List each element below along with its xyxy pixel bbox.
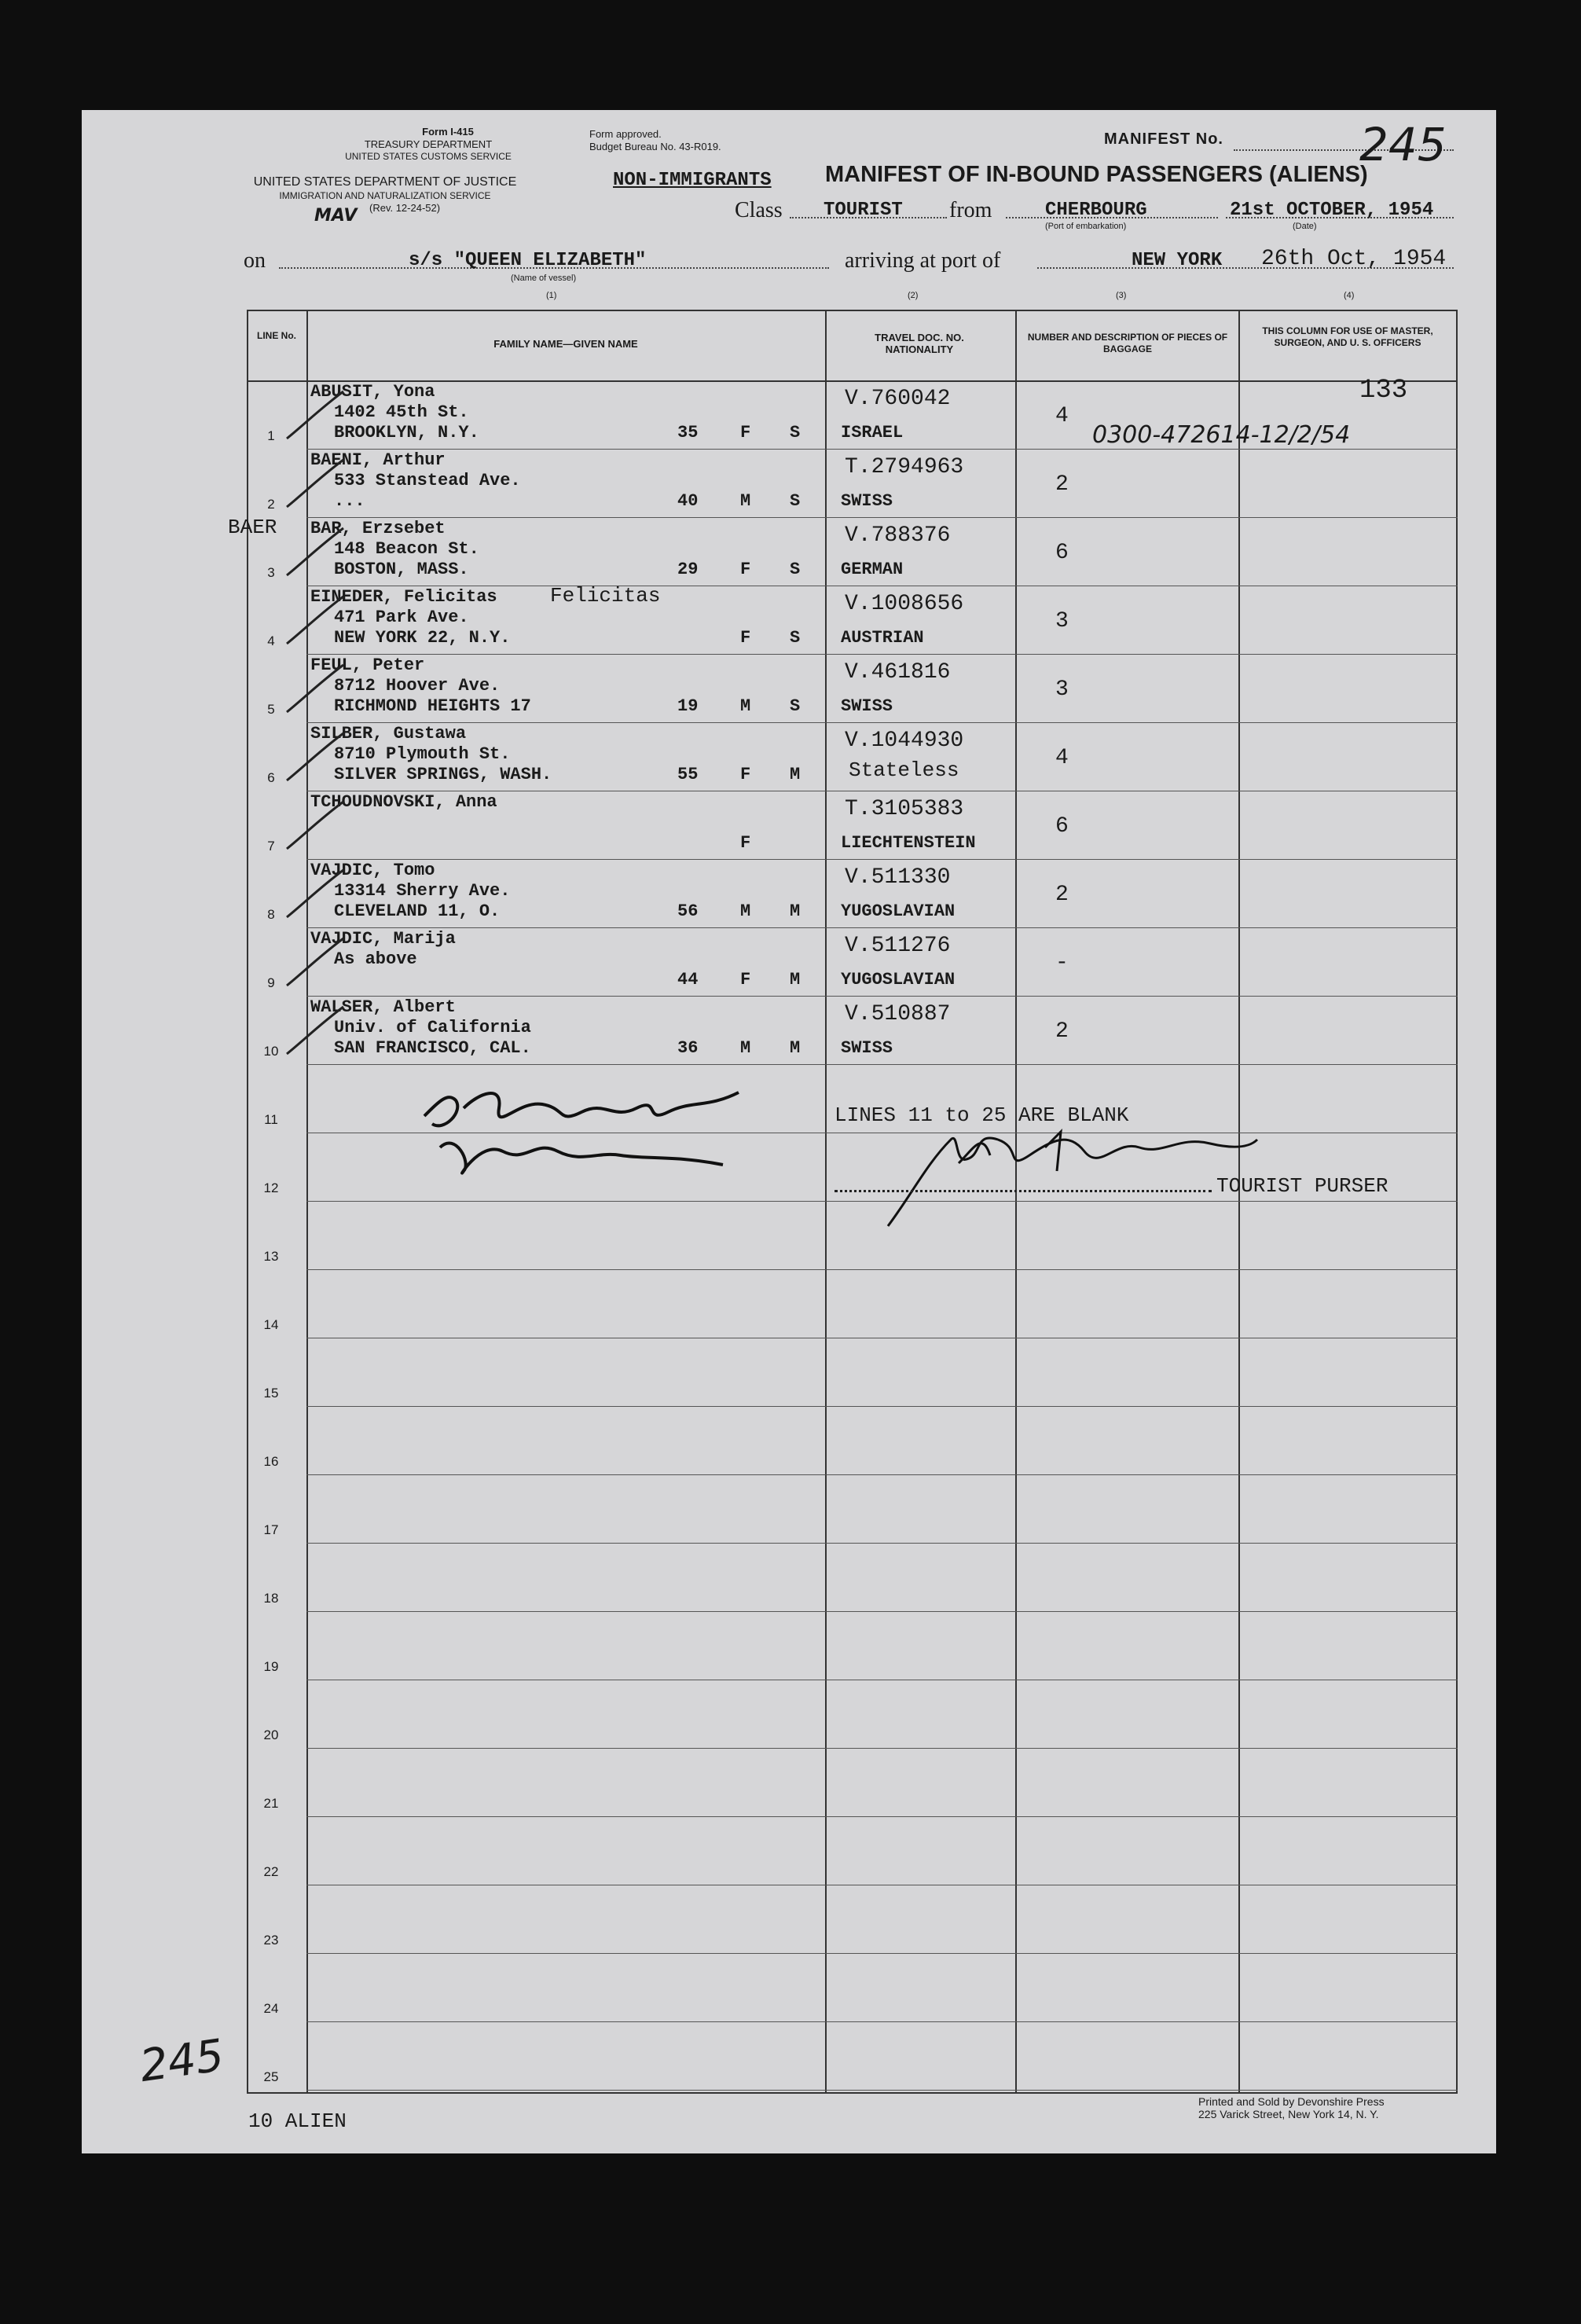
dept-line: UNITED STATES DEPARTMENT OF JUSTICE xyxy=(253,175,517,189)
line-number: 13 xyxy=(263,1249,279,1264)
passenger-address: 1402 45th St. xyxy=(334,402,469,422)
baggage-note: 0300-472614-12/2/54 xyxy=(1092,421,1351,449)
check-mark xyxy=(279,934,350,989)
approval-line: Budget Bureau No. 43-R019. xyxy=(589,141,721,152)
travel-doc-number: V.511276 xyxy=(845,934,951,958)
travel-doc-number: V.461816 xyxy=(845,660,951,685)
nationality: GERMAN xyxy=(841,560,904,579)
line-number: 16 xyxy=(263,1454,279,1469)
date-caption: (Date) xyxy=(1293,222,1317,231)
blank-lines-note: LINES 11 to 25 ARE BLANK xyxy=(835,1103,1129,1127)
check-mark xyxy=(279,523,350,578)
line-number: 11 xyxy=(264,1112,278,1127)
check-mark xyxy=(279,729,350,784)
manifest-no-label: MANIFEST No. xyxy=(1104,130,1223,148)
line-number: 5 xyxy=(267,702,275,717)
travel-doc-number: V.1008656 xyxy=(845,592,964,616)
baggage-count: 2 xyxy=(1055,1019,1069,1044)
passenger-marital-status: M xyxy=(790,970,801,989)
class-label: Class xyxy=(735,198,783,222)
passenger-sex: F xyxy=(740,833,751,853)
nationality: YUGOSLAVIAN xyxy=(841,970,956,989)
passenger-address: RICHMOND HEIGHTS 17 xyxy=(334,696,531,716)
passenger-marital-status: S xyxy=(790,696,801,716)
line-number: 21 xyxy=(263,1796,279,1811)
passenger-marital-status: M xyxy=(790,765,801,784)
passenger-sex: F xyxy=(740,628,751,648)
class-value: TOURIST xyxy=(824,200,903,221)
passenger-address: 533 Stanstead Ave. xyxy=(334,471,521,490)
passenger-name: ABUSIT, Yona xyxy=(310,382,435,402)
passenger-age: 29 xyxy=(677,560,699,579)
col-header-name: FAMILY NAME—GIVEN NAME xyxy=(493,338,638,350)
col-num: (2) xyxy=(908,291,919,300)
col-divider xyxy=(825,310,827,2094)
passenger-address: SILVER SPRINGS, WASH. xyxy=(334,765,552,784)
departure-date: 21st OCTOBER, 1954 xyxy=(1230,200,1434,221)
col-num: (1) xyxy=(546,291,557,300)
stamp-133: 133 xyxy=(1359,376,1408,406)
travel-doc-number: V.1044930 xyxy=(845,729,964,753)
line-number: 19 xyxy=(263,1659,279,1674)
line-number: 8 xyxy=(267,907,275,922)
passenger-name: VAJDIC, Marija xyxy=(310,929,456,949)
line-number: 4 xyxy=(267,633,275,648)
passenger-name: VAJDIC, Tomo xyxy=(310,861,435,880)
passenger-address: 13314 Sherry Ave. xyxy=(334,881,511,901)
printer-line: Printed and Sold by Devonshire Press xyxy=(1198,2095,1385,2108)
passenger-address: As above xyxy=(334,949,417,969)
passenger-sex: M xyxy=(740,491,751,511)
passenger-name: TCHOUDNOVSKI, Anna xyxy=(310,792,497,812)
passenger-age: 40 xyxy=(677,491,699,511)
passenger-sex: F xyxy=(740,560,751,579)
manifest-number: 245 xyxy=(1359,118,1447,171)
line-number: 20 xyxy=(263,1727,279,1742)
line-number: 1 xyxy=(267,428,275,443)
check-mark xyxy=(279,592,350,647)
bottom-number: 245 xyxy=(136,2029,227,2093)
row-divider xyxy=(306,654,1458,655)
baggage-count: 3 xyxy=(1055,677,1069,702)
passenger-marital-status: S xyxy=(790,560,801,579)
nationality: SWISS xyxy=(841,696,893,716)
passenger-sex: M xyxy=(740,696,751,716)
baggage-count: 4 xyxy=(1055,746,1069,770)
travel-doc-number: V.511330 xyxy=(845,865,951,890)
row-divider xyxy=(306,1816,1458,1817)
passenger-sex: F xyxy=(740,423,751,442)
nationality: AUSTRIAN xyxy=(841,628,924,648)
arrival-date: 26th Oct, 1954 xyxy=(1261,247,1447,271)
arrival-port: NEW YORK xyxy=(1132,250,1223,271)
nationality: SWISS xyxy=(841,1038,893,1058)
travel-doc-number: V.760042 xyxy=(845,387,951,411)
col-header-officers: THIS COLUMN FOR USE OF MASTER, SURGEON, AND U. S. OFFICERS xyxy=(1262,325,1433,348)
passenger-sex: M xyxy=(740,901,751,921)
printer-line: 225 Varick Street, New York 14, N. Y. xyxy=(1198,2108,1379,2120)
col-num: (4) xyxy=(1344,291,1355,300)
dept-line: UNITED STATES CUSTOMS SERVICE xyxy=(345,151,512,162)
passenger-sex: F xyxy=(740,970,751,989)
passenger-marital-status: S xyxy=(790,423,801,442)
approval-line: Form approved. xyxy=(589,128,662,140)
passenger-age: 19 xyxy=(677,696,699,716)
row-divider xyxy=(306,449,1458,450)
row-divider xyxy=(306,1406,1458,1407)
passenger-age: 35 xyxy=(677,423,699,442)
line-number: 6 xyxy=(267,770,275,785)
passenger-address: 471 Park Ave. xyxy=(334,608,469,627)
form-revision: (Rev. 12-24-52) xyxy=(369,202,441,214)
passenger-age: 36 xyxy=(677,1038,699,1058)
row-divider xyxy=(306,859,1458,860)
passenger-age: 44 xyxy=(677,970,699,989)
passenger-address: 8712 Hoover Ave. xyxy=(334,676,501,696)
passenger-address: SAN FRANCISCO, CAL. xyxy=(334,1038,531,1058)
on-label: on xyxy=(244,248,266,273)
non-immigrants-label: NON-IMMIGRANTS xyxy=(613,170,772,191)
row-divider xyxy=(306,1543,1458,1544)
row-divider xyxy=(306,927,1458,928)
passenger-marital-status: M xyxy=(790,901,801,921)
check-mark xyxy=(279,455,350,510)
row-divider xyxy=(306,1953,1458,1954)
line-number: 2 xyxy=(267,497,275,512)
col-num: (3) xyxy=(1116,291,1127,300)
row-divider xyxy=(306,996,1458,997)
purser-line xyxy=(835,1190,1212,1192)
purser-label: TOURIST PURSER xyxy=(1216,1174,1388,1198)
passenger-age: 56 xyxy=(677,901,699,921)
passenger-sex: M xyxy=(740,1038,751,1058)
passenger-age: 55 xyxy=(677,765,699,784)
form-number: Form I-415 xyxy=(422,126,474,138)
passenger-marital-status: S xyxy=(790,628,801,648)
passenger-address: 148 Beacon St. xyxy=(334,539,479,559)
col-header-travel-doc: TRAVEL DOC. NO. NATIONALITY xyxy=(875,332,964,355)
nationality: SWISS xyxy=(841,491,893,511)
row-divider xyxy=(306,1748,1458,1749)
passenger-name: BAENI, Arthur xyxy=(310,450,446,470)
passenger-name: BAR, Erzsebet xyxy=(310,519,446,538)
purser-signature xyxy=(864,1116,1273,1234)
row-divider xyxy=(306,1064,1458,1065)
line-number: 7 xyxy=(267,839,275,854)
passenger-address: ... xyxy=(334,491,365,511)
arriving-label: arriving at port of xyxy=(845,248,1001,273)
passenger-name: FEUL, Peter xyxy=(310,655,425,675)
travel-doc-number: T.2794963 xyxy=(845,455,964,479)
col-header-line-no: LINE No. xyxy=(257,330,296,341)
vessel-caption: (Name of vessel) xyxy=(511,274,577,283)
passenger-address: Univ. of California xyxy=(334,1018,531,1037)
baggage-count: 6 xyxy=(1055,814,1069,839)
passenger-name-correction: Felicitas xyxy=(550,584,661,608)
check-mark xyxy=(279,865,350,920)
baggage-count: 2 xyxy=(1055,472,1069,497)
row-divider xyxy=(306,1269,1458,1270)
officer-signature xyxy=(409,1077,770,1187)
passenger-sex: F xyxy=(740,765,751,784)
line-number: 22 xyxy=(263,1864,279,1879)
dept-line: IMMIGRATION AND NATURALIZATION SERVICE xyxy=(279,190,491,201)
vessel-name: s/s "QUEEN ELIZABETH" xyxy=(409,250,647,271)
nationality: LIECHTENSTEIN xyxy=(841,833,976,853)
dept-line: TREASURY DEPARTMENT xyxy=(364,138,493,150)
passenger-address: CLEVELAND 11, O. xyxy=(334,901,501,921)
check-mark xyxy=(279,1002,350,1057)
row-divider xyxy=(306,2090,1458,2091)
passenger-marital-status: M xyxy=(790,1038,801,1058)
line-number: 25 xyxy=(263,2069,279,2084)
row-divider xyxy=(306,517,1458,518)
line-number: 14 xyxy=(263,1317,279,1332)
port-embark-caption: (Port of embarkation) xyxy=(1045,222,1127,231)
line-number: 17 xyxy=(263,1522,279,1537)
travel-doc-number: T.3105383 xyxy=(845,797,964,821)
row-divider xyxy=(306,1611,1458,1612)
baggage-count: 4 xyxy=(1055,404,1069,428)
from-label: from xyxy=(949,198,992,222)
baggage-count: 6 xyxy=(1055,541,1069,565)
line-number: 3 xyxy=(267,565,275,580)
line-number: 23 xyxy=(263,1933,279,1948)
passenger-name: WALSER, Albert xyxy=(310,997,456,1017)
check-mark xyxy=(279,660,350,715)
passenger-name: EINEDER, Felicitas xyxy=(310,587,497,607)
line-number: 10 xyxy=(263,1044,279,1059)
row-divider xyxy=(306,722,1458,723)
check-mark xyxy=(279,387,350,442)
nationality: Stateless xyxy=(849,758,959,782)
passenger-name: SILBER, Gustawa xyxy=(310,724,467,743)
passenger-marital-status: S xyxy=(790,491,801,511)
row-divider xyxy=(306,2021,1458,2022)
baggage-count: - xyxy=(1055,951,1069,975)
baer-note: BAER xyxy=(228,516,277,539)
from-value: CHERBOURG xyxy=(1045,200,1147,221)
passenger-address: BOSTON, MASS. xyxy=(334,560,469,579)
travel-doc-number: V.788376 xyxy=(845,523,951,548)
baggage-count: 2 xyxy=(1055,883,1069,907)
nationality: YUGOSLAVIAN xyxy=(841,901,956,921)
passenger-address: BROOKLYN, N.Y. xyxy=(334,423,479,442)
line-number: 15 xyxy=(263,1386,279,1401)
travel-doc-number: V.510887 xyxy=(845,1002,951,1026)
alien-count: 10 ALIEN xyxy=(248,2109,347,2133)
check-mark xyxy=(279,797,350,852)
passenger-address: 8710 Plymouth St. xyxy=(334,744,511,764)
mav-mark: MAV xyxy=(314,206,358,226)
line-number: 12 xyxy=(263,1180,279,1195)
nationality: ISRAEL xyxy=(841,423,904,442)
manifest-title: MANIFEST OF IN-BOUND PASSENGERS (ALIENS) xyxy=(825,162,1368,187)
baggage-count: 3 xyxy=(1055,609,1069,633)
row-divider xyxy=(306,1474,1458,1475)
passenger-address: NEW YORK 22, N.Y. xyxy=(334,628,511,648)
line-number: 9 xyxy=(267,975,275,990)
line-number: 18 xyxy=(263,1591,279,1606)
line-number: 24 xyxy=(263,2001,279,2016)
col-header-baggage: NUMBER AND DESCRIPTION OF PIECES OF BAGGAGE xyxy=(1027,332,1228,354)
